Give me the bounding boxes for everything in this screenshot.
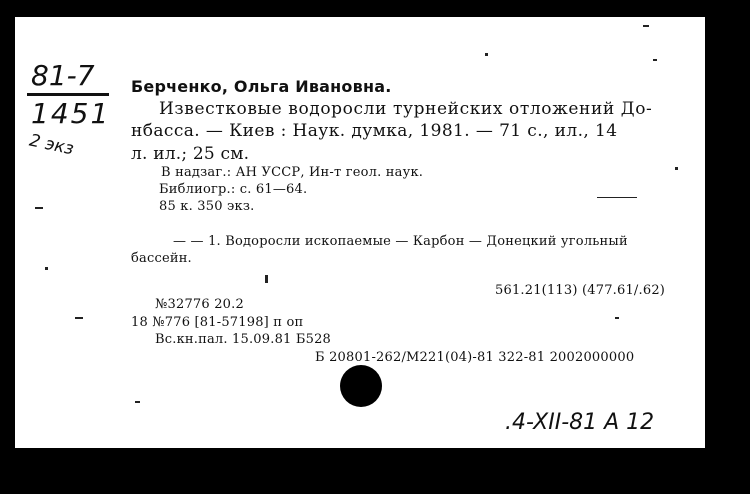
author-name: Берченко, Ольга Ивановна. bbox=[131, 77, 392, 96]
title-line-2: нбасса. — Киев : Наук. думка, 1981. — 71 с., ил., 14 bbox=[131, 121, 618, 141]
call-number-top: 81-7 bbox=[31, 59, 95, 92]
record-line-2: 18 №776 [81-57198] п оп bbox=[131, 315, 304, 330]
subjects-line-2: бассейн. bbox=[131, 251, 192, 266]
handwritten-note-left: 2 экз bbox=[27, 130, 76, 160]
scan-speck bbox=[653, 59, 657, 61]
note-line-1: В надзаг.: АН УССР, Ин-т геол. наук. bbox=[161, 165, 424, 180]
scan-speck bbox=[675, 167, 678, 170]
scan-speck bbox=[597, 197, 637, 198]
isbn-line: Б 20801-262/М221(04)-81 322-81 2002000000 bbox=[315, 350, 635, 365]
subjects-line-1: — — 1. Водоросли ископаемые — Карбон — Донецкий угольный bbox=[173, 234, 628, 249]
call-number-underline bbox=[27, 93, 109, 96]
scan-speck bbox=[615, 317, 619, 319]
scan-speck bbox=[45, 267, 48, 270]
scan-speck bbox=[35, 207, 43, 209]
scan-speck bbox=[135, 401, 140, 403]
record-line-3: Вс.кн.пал. 15.09.81 Б528 bbox=[155, 332, 332, 347]
note-line-3: 85 к. 350 экз. bbox=[159, 199, 255, 214]
scan-speck bbox=[643, 25, 649, 27]
punch-hole bbox=[340, 365, 382, 407]
title-line-1: Известковые водоросли турнейских отложений До- bbox=[159, 99, 653, 119]
handwritten-date-stamp: .4-XII-81 A 12 bbox=[505, 410, 655, 435]
scan-speck bbox=[75, 317, 83, 319]
catalog-card bbox=[15, 17, 705, 448]
classification-index: 561.21(113) (477.61/.62) bbox=[495, 283, 666, 298]
record-number: №32776 20.2 bbox=[155, 297, 244, 312]
scan-speck bbox=[485, 53, 488, 56]
scan-speck bbox=[265, 275, 268, 283]
note-line-2: Библиогр.: с. 61—64. bbox=[159, 182, 308, 197]
call-number-bottom: 1451 bbox=[31, 97, 111, 130]
title-line-3: л. ил.; 25 см. bbox=[131, 144, 250, 164]
